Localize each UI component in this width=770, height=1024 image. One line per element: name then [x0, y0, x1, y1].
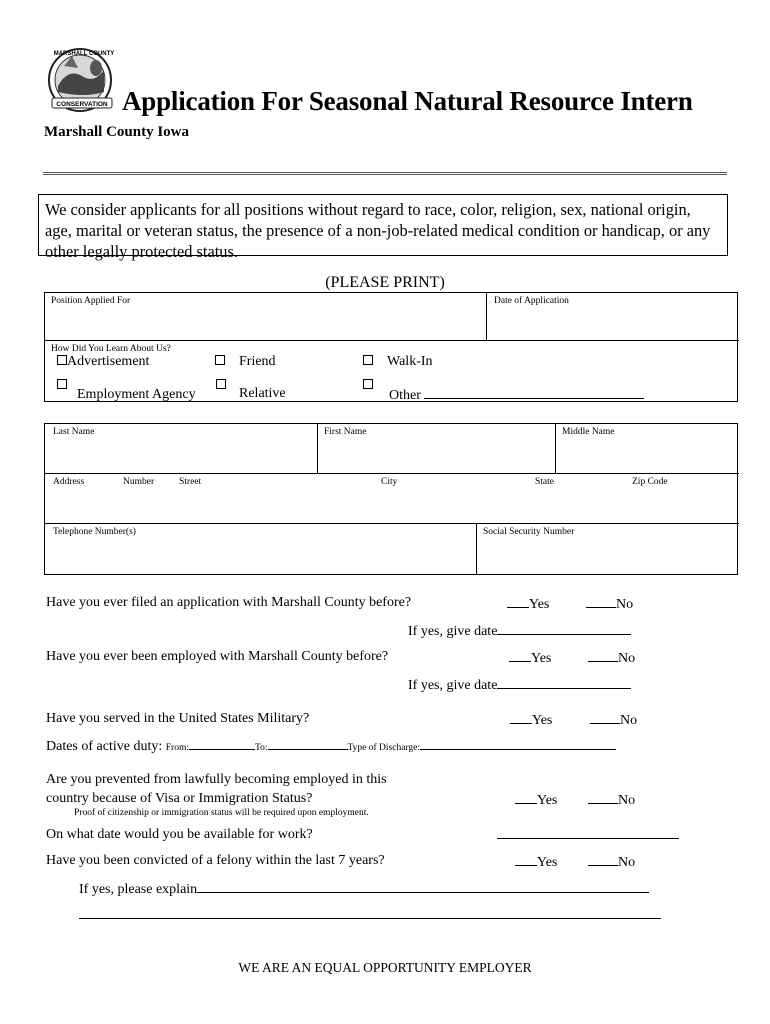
option-friend[interactable]: Friend [215, 354, 276, 370]
checkbox-icon[interactable] [363, 355, 373, 365]
middle-name-field[interactable] [556, 424, 739, 474]
please-print-note: (PLEASE PRINT) [325, 274, 445, 291]
employed-before-date[interactable]: If yes, give date [408, 676, 631, 694]
felony-yes[interactable]: Yes [515, 853, 557, 871]
how-learn-label: How Did You Learn About Us? [51, 344, 171, 354]
question-felony: Have you been convicted of a felony within the last 7 years? [46, 853, 385, 868]
visa-yes[interactable]: Yes [515, 791, 557, 809]
checkbox-employment-agency[interactable] [57, 379, 67, 389]
military-yes[interactable]: Yes [510, 711, 552, 729]
question-military: Have you served in the United States Military? [46, 711, 310, 726]
address-label: Address [53, 477, 85, 487]
filed-before-yes[interactable]: Yes [507, 595, 549, 613]
svg-text:CONSERVATION: CONSERVATION [56, 101, 108, 108]
street-label: Street [179, 477, 202, 487]
number-label: Number [123, 477, 155, 487]
ssn-label: Social Security Number [483, 527, 575, 537]
active-duty-from-input[interactable] [189, 737, 255, 750]
city-label: City [381, 477, 398, 487]
option-employment-agency: Employment Agency [77, 387, 196, 402]
employed-before-no[interactable]: No [588, 649, 635, 667]
employed-before-yes[interactable]: Yes [509, 649, 551, 667]
middle-name-label: Middle Name [562, 427, 615, 437]
zip-code-label: Zip Code [632, 477, 668, 487]
felony-explain-line2[interactable] [79, 918, 661, 919]
question-employed-before: Have you ever been employed with Marshall County before? [46, 649, 389, 664]
date-of-application-label: Date of Application [494, 296, 569, 306]
military-no[interactable]: No [590, 711, 637, 729]
checkbox-icon[interactable] [215, 355, 225, 365]
page-subtitle: Marshall County Iowa [44, 124, 190, 140]
header-divider [43, 172, 727, 175]
citizenship-note: Proof of citizenship or immigration status will be required upon employment. [74, 808, 369, 818]
last-name-field[interactable] [45, 424, 318, 474]
first-name-field[interactable] [318, 424, 556, 474]
telephone-field[interactable] [45, 524, 477, 574]
available-date-input[interactable] [497, 838, 679, 839]
option-walk-in[interactable]: Walk-In [363, 354, 433, 370]
option-relative: Relative [239, 386, 286, 401]
discharge-type-input[interactable] [420, 737, 616, 750]
question-visa-line2: country because of Visa or Immigration Status? [46, 791, 313, 806]
county-conservation-logo [44, 46, 120, 114]
filed-before-no[interactable]: No [586, 595, 633, 613]
page-title: Application For Seasonal Natural Resource Intern [122, 86, 693, 116]
state-label: State [535, 477, 554, 487]
equal-opportunity-statement: We consider applicants for all positions without regard to race, color, religion, sex, national origin, age, marital or veteran status, the presence of a non-job-related medical condition or handicap, or any other legally protected status. [38, 194, 728, 256]
question-filed-before: Have you ever filed an application with Marshall County before? [46, 595, 412, 610]
felony-explain[interactable]: If yes, please explain [79, 880, 649, 898]
personal-info-box [44, 423, 738, 575]
position-applied-field[interactable] [45, 293, 487, 341]
checkbox-relative[interactable] [216, 379, 226, 389]
address-field[interactable] [45, 474, 739, 524]
equal-opportunity-footer: WE ARE AN EQUAL OPPORTUNITY EMPLOYER [238, 960, 532, 975]
svg-text:MARSHALL COUNTY: MARSHALL COUNTY [53, 51, 115, 57]
question-visa-line1: Are you prevented from lawfully becoming employed in this [46, 772, 387, 787]
option-other[interactable]: Other [389, 386, 644, 404]
date-of-application-field[interactable] [487, 293, 739, 341]
checkbox-other[interactable] [363, 379, 373, 389]
telephone-label: Telephone Number(s) [53, 527, 136, 537]
first-name-label: First Name [324, 427, 367, 437]
active-duty-to-input[interactable] [268, 737, 348, 750]
question-available-date: On what date would you be available for work? [46, 827, 313, 842]
checkbox-icon[interactable] [57, 355, 67, 365]
last-name-label: Last Name [53, 427, 95, 437]
other-input-line[interactable] [424, 386, 644, 399]
filed-before-date[interactable]: If yes, give date [408, 622, 631, 640]
ssn-field[interactable] [477, 524, 739, 574]
position-applied-label: Position Applied For [51, 296, 131, 306]
visa-no[interactable]: No [588, 791, 635, 809]
option-advertisement[interactable]: Advertisement [57, 354, 149, 370]
position-box [44, 292, 738, 402]
felony-no[interactable]: No [588, 853, 635, 871]
active-duty-row: Dates of active duty: From: To: Type of Discharge: [46, 737, 616, 755]
